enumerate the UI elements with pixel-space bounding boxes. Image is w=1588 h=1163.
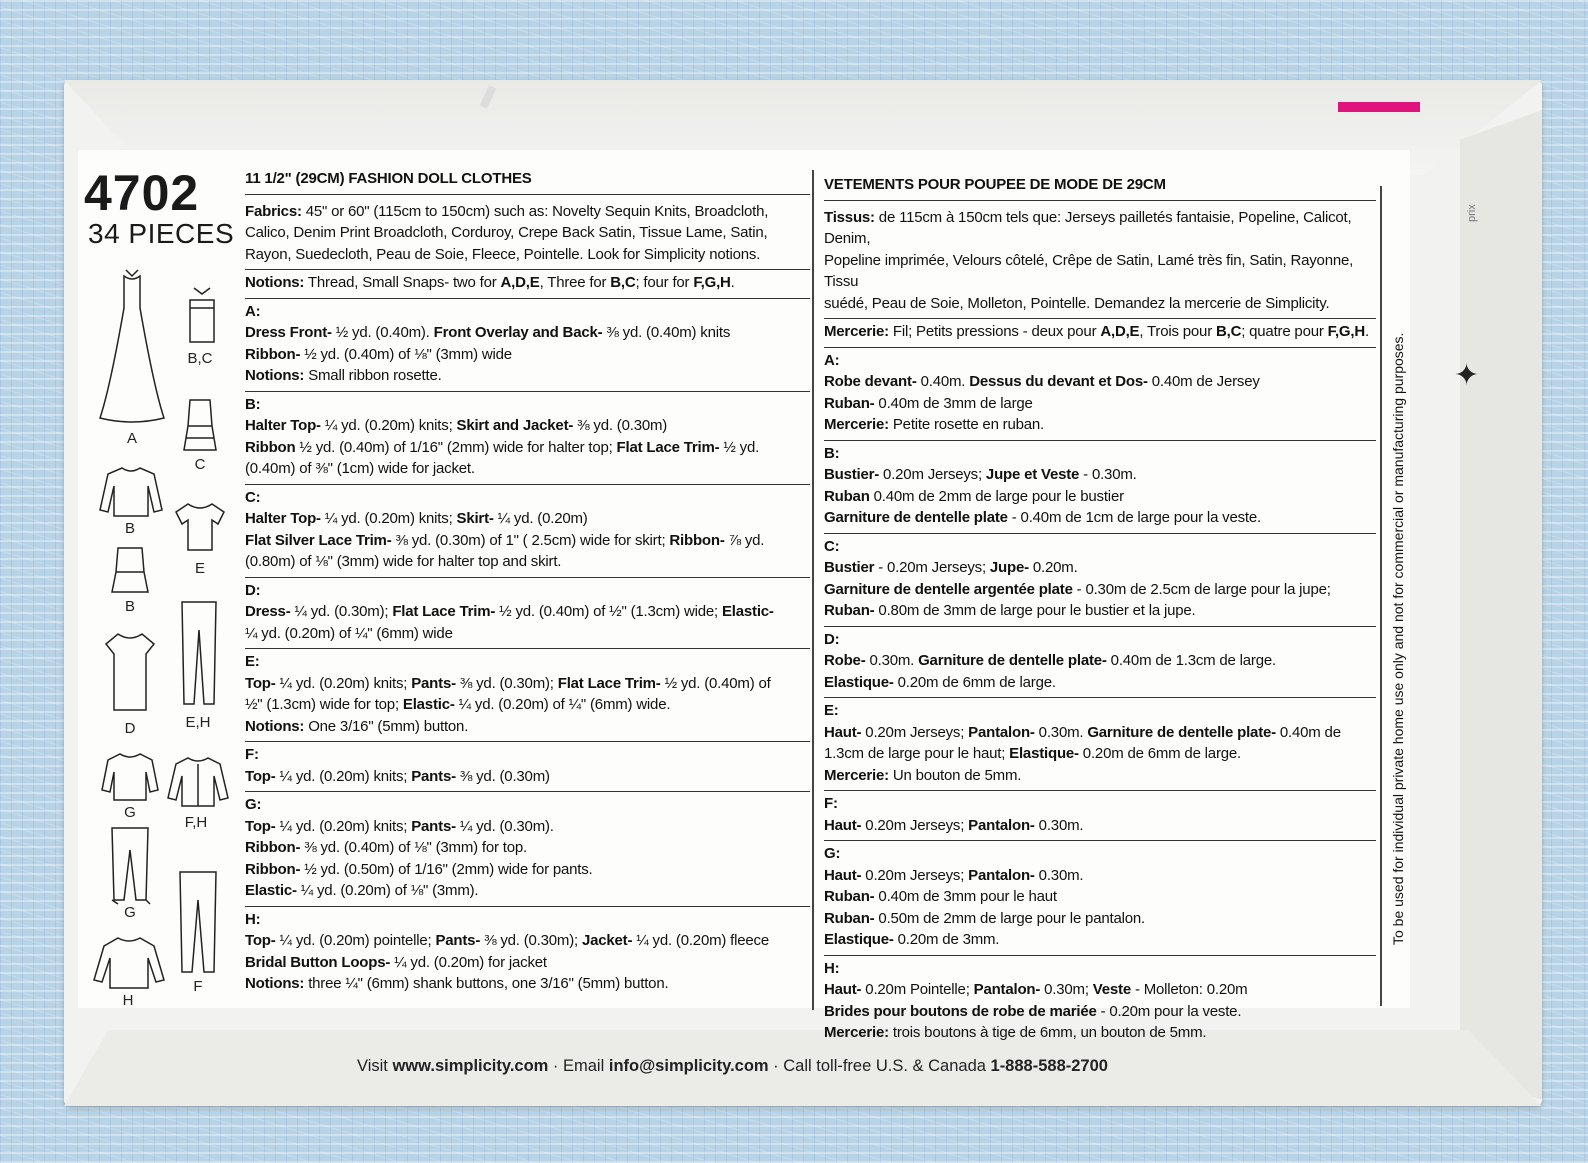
requirement-line (245, 508, 810, 530)
view-section (245, 907, 810, 999)
fabrics-text: Popeline imprimée, Velours côtelé, Crêpe de Satin, Lamé très fin, Satin, Rayonne, Tissu (824, 251, 1354, 290)
requirement-label: Jupe et Veste (985, 466, 1080, 483)
view-label-d: D (124, 720, 136, 737)
requirement-label: Top- (245, 767, 276, 785)
sketch-bc-halter (182, 286, 222, 346)
requirement-label: Dessus du devant et Dos- (969, 373, 1148, 390)
requirement-label: Ribbon (245, 438, 296, 456)
fabrics-text: 45" or 60" (115cm to 150cm) such as: Novelty Sequin Knits, Broadcloth, (301, 202, 769, 220)
website-link[interactable]: www.simplicity.com (392, 1057, 549, 1075)
requirement-label: Bustier- (824, 466, 880, 483)
view-label-g2: G (124, 904, 136, 921)
requirement-label: Ribbon- (245, 345, 301, 363)
requirement-line (245, 437, 810, 459)
english-column (245, 168, 810, 999)
notions-line (245, 272, 810, 294)
view-letter: G: (824, 845, 841, 862)
requirement-label: Top- (245, 817, 276, 835)
requirement-label: Haut- (824, 981, 862, 998)
requirement-line (245, 344, 810, 366)
view-letter: F: (245, 746, 259, 763)
requirement-text: - Molleton: 0.20m (1130, 981, 1248, 998)
requirement-text: Un bouton de 5mm. (888, 766, 1022, 784)
requirement-label: Haut- (824, 816, 862, 834)
notions-line (824, 321, 1376, 343)
sketch-c-skirt (180, 398, 220, 454)
requirement-line (245, 880, 810, 902)
view-label-fh: F,H (184, 814, 208, 831)
requirement-label: Garniture de dentelle plate- (1087, 723, 1276, 741)
phone-number: 1-888-588-2700 (990, 1057, 1108, 1075)
requirement-line (245, 930, 810, 952)
requirement-line (245, 859, 810, 881)
requirement-label: Skirt and Jacket- (456, 417, 574, 434)
requirement-line (824, 1022, 1376, 1044)
usage-disclaimer: To be used for individual private home use only and not for commercial or manufacturing purposes. (1390, 332, 1406, 945)
requirement-line (245, 365, 810, 387)
view-letter: C: (824, 537, 840, 555)
requirement-line (824, 1001, 1376, 1023)
requirement-line (245, 415, 810, 437)
fabrics-line (245, 201, 810, 223)
requirement-label: Haut- (824, 723, 862, 741)
notions-block (824, 319, 1376, 348)
footer-sep2: · Call toll-free U.S. & Canada (768, 1057, 991, 1075)
requirement-text: ¼ yd. (0.30m); (290, 603, 393, 620)
requirement-line (824, 908, 1376, 930)
view-label-b1: B (124, 520, 135, 537)
requirement-label: Ruban (824, 487, 870, 505)
requirement-label: Notions: (245, 975, 305, 992)
notions-text: Thread, Small Snaps- two for (304, 274, 501, 291)
requirement-label: Ruban- (824, 394, 875, 412)
requirement-label: Halter Top- (245, 417, 321, 434)
requirement-label: Jupe- (989, 559, 1029, 576)
view-letter: A: (824, 351, 840, 369)
requirement-text: 0.40m de 2mm de large pour le bustier (869, 487, 1124, 505)
view-section (245, 742, 810, 792)
requirement-text: 0.30m; (1040, 981, 1093, 998)
requirement-text: 0.30m. (1034, 816, 1084, 834)
requirement-text: ⅜ yd. (0.30m) of 1" ( 2.5cm) wide for skirt; (391, 531, 670, 549)
requirement-line (824, 743, 1376, 765)
requirement-label: Mercerie: (824, 1024, 889, 1041)
requirement-text: ¼ yd. (0.20m) of ⅛" (3mm). (296, 882, 479, 899)
requirement-line (245, 623, 810, 645)
view-label-c: C (194, 456, 206, 473)
notions-t4: . (730, 274, 735, 291)
requirement-label: Elastique- (824, 673, 894, 691)
notions-b3: F,G,H (693, 274, 731, 291)
requirement-text: 0.20m Jerseys; (861, 723, 969, 741)
view-section (824, 698, 1376, 791)
notions-bold: Mercerie: (824, 323, 889, 340)
requirement-text: ¼ yd. (0.20m) pointelle; (275, 932, 436, 949)
prix-label: prix (1466, 204, 1478, 222)
requirement-text: - 0.30m de 2.5cm de large pour la jupe; (1072, 580, 1331, 598)
requirement-label: Halter Top- (245, 510, 321, 527)
requirement-line (245, 458, 810, 480)
view-section (245, 299, 810, 392)
requirement-text: ¼ yd. (0.20m) for jacket (390, 953, 547, 971)
requirement-label: Elastic- (721, 603, 774, 620)
requirement-label: Flat Lace Trim- (392, 603, 496, 620)
view-letter: G: (245, 796, 262, 813)
requirement-line (824, 464, 1376, 486)
requirement-text: ¼ yd. (0.30m). (455, 817, 554, 835)
requirement-text: ¼ yd. (0.20m) knits; (275, 767, 412, 785)
notions-b2: B,C (610, 274, 636, 291)
requirement-label: Jacket- (581, 932, 633, 949)
requirement-label: Garniture de dentelle plate (824, 509, 1008, 526)
requirement-text: 0.30m. (1034, 866, 1084, 884)
view-label-e: E (194, 560, 205, 577)
requirement-line (824, 815, 1376, 837)
requirement-label: Flat Silver Lace Trim- (245, 531, 392, 549)
view-label-h: H (122, 992, 134, 1009)
view-section (824, 791, 1376, 841)
sketch-e-top (172, 500, 228, 556)
requirement-text: trois boutons à tige de 6mm, un bouton de 5mm. (888, 1024, 1207, 1041)
requirement-text: ½" (1.3cm) wide for top; (245, 696, 403, 713)
requirement-label: Dress Front- (245, 324, 332, 341)
requirement-label: Pants- (435, 932, 481, 949)
view-section (245, 649, 810, 742)
sketch-a-gown (96, 268, 168, 428)
fabrics-line (245, 222, 810, 244)
requirement-label: Ruban- (824, 888, 875, 905)
view-section (824, 441, 1376, 534)
notions-t2: , Three for (539, 274, 611, 291)
requirement-text: ½ yd. (719, 438, 760, 456)
requirement-text: ¼ yd. (0.20m) knits; (275, 674, 412, 692)
sketch-f-pants (174, 870, 222, 976)
requirement-line (245, 530, 810, 552)
star-icon: ✦ (1454, 359, 1480, 392)
requirement-line (824, 393, 1376, 415)
requirement-text: 0.20m Jerseys; (879, 466, 986, 483)
view-letter: H: (245, 910, 261, 928)
view-label-g1: G (124, 804, 136, 821)
view-label-eh: E,H (185, 714, 211, 731)
requirement-text: ¼ yd. (0.20m) fleece (632, 932, 769, 949)
requirement-text: One 3/16" (5mm) button. (304, 717, 469, 735)
requirement-text: - 0.40m de 1cm de large pour la veste. (1007, 509, 1261, 526)
requirement-line (824, 765, 1376, 787)
requirement-label: Mercerie: (824, 766, 889, 784)
requirement-label: Robe- (824, 652, 866, 669)
view-letter: H: (824, 959, 840, 977)
pattern-number: 4702 (84, 165, 200, 221)
requirement-line (824, 557, 1376, 579)
requirement-text: 0.40m de 1.3cm de large. (1106, 652, 1276, 669)
requirement-text: 0.80m de 3mm de large pour le bustier et la jupe. (874, 602, 1196, 619)
view-letter: B: (824, 444, 840, 462)
requirement-text: ½ yd. (0.40m) of ⅛" (3mm) wide (300, 345, 512, 363)
view-label-f: F (193, 978, 203, 995)
requirement-text: 0.30m. (1034, 723, 1088, 741)
requirement-label: Elastique- (824, 931, 894, 948)
requirement-text: Petite rosette en ruban. (888, 416, 1045, 433)
french-title: VETEMENTS POUR POUPEE DE MODE DE 29CM (824, 174, 1376, 201)
requirement-text: ⅜ yd. (0.30m); (480, 932, 582, 949)
fabrics-text: suédé, Peau de Soie, Molleton, Pointelle. Demandez la mercerie de Simplicity. (824, 294, 1330, 312)
requirement-text: ⅞ yd. (724, 531, 765, 549)
requirement-line (245, 837, 810, 859)
sketch-g-pants (106, 826, 154, 908)
requirement-label: Elastique- (1009, 745, 1079, 762)
requirement-label: Pantalon- (968, 866, 1035, 884)
pink-tab (1338, 102, 1420, 112)
sketch-g-top (100, 750, 160, 804)
requirement-text: 0.50m de 2mm de large pour le pantalon. (874, 909, 1145, 927)
requirement-line (824, 371, 1376, 393)
view-label-bc: B,C (187, 350, 213, 367)
requirement-label: Elastic- (245, 882, 297, 899)
requirement-text: ⅜ yd. (0.30m); (455, 674, 558, 692)
requirement-text: (0.40m) of ⅜" (1cm) wide for jacket. (245, 460, 475, 477)
french-column (824, 174, 1376, 1048)
view-section (824, 348, 1376, 441)
sketch-b-jacket (98, 464, 164, 520)
requirement-label: Pantalon- (973, 981, 1041, 998)
requirement-line (824, 600, 1376, 622)
requirement-label: Pantalon- (968, 723, 1035, 741)
requirement-label: Notions: (245, 367, 305, 384)
view-section (824, 534, 1376, 627)
footer-contact (357, 1057, 1108, 1076)
requirement-line (245, 716, 810, 738)
requirement-text: - 0.20m Jerseys; (874, 559, 990, 576)
requirement-line (245, 952, 810, 974)
requirement-text: ⅜ yd. (0.40m) knits (602, 324, 731, 341)
requirement-line (245, 816, 810, 838)
requirement-text: ⅜ yd. (0.30m) (455, 767, 550, 785)
requirement-label: Pantalon- (968, 816, 1035, 834)
fabrics-line (824, 293, 1376, 315)
view-section (245, 392, 810, 485)
requirement-line (245, 766, 810, 788)
view-letter: E: (245, 653, 260, 670)
requirement-label: Bridal Button Loops- (245, 953, 391, 971)
requirement-label: Skirt- (456, 510, 494, 527)
requirement-label: Top- (245, 932, 276, 949)
requirement-text: 0.20m Jerseys; (861, 816, 969, 834)
requirement-text: - 0.20m pour la veste. (1096, 1002, 1242, 1020)
notions-b1: A,D,E (1100, 323, 1140, 340)
view-letter: D: (245, 581, 261, 599)
requirement-text: 0.20m de 6mm de large. (1078, 745, 1241, 762)
requirement-text: ¼ yd. (0.20m) of ¼" (6mm) wide (245, 624, 453, 642)
requirement-text: Small ribbon rosette. (304, 367, 442, 384)
requirement-line (245, 973, 810, 995)
requirement-text: ⅜ yd. (0.40m) of ⅛" (3mm) for top. (300, 839, 527, 856)
requirement-line (245, 694, 810, 716)
requirement-line (824, 650, 1376, 672)
view-label-b2: B (124, 598, 135, 615)
requirement-text: 0.20m Jerseys; (861, 866, 969, 884)
requirement-label: Ruban- (824, 909, 875, 927)
requirement-label: Notions: (245, 717, 305, 735)
requirement-label: Bustier (824, 559, 875, 576)
requirement-label: Ruban- (824, 602, 875, 619)
requirement-text: 0.20m. (1028, 559, 1078, 576)
requirement-text: 0.30m. (865, 652, 919, 669)
requirement-text: 0.20m de 6mm de large. (893, 673, 1056, 691)
view-section (245, 485, 810, 578)
column-divider (812, 170, 814, 1010)
fabrics-label: Tissus: (824, 208, 875, 226)
requirement-label: Ribbon- (245, 860, 301, 878)
email-link[interactable]: info@simplicity.com (608, 1057, 769, 1075)
requirement-text: (0.80m) of ⅛" (3mm) wide for halter top and skirt. (245, 553, 562, 570)
requirement-line (824, 722, 1376, 744)
sketch-h-top (92, 934, 166, 992)
fabrics-line (824, 250, 1376, 293)
requirement-label: Pants- (411, 767, 456, 785)
requirement-label: Garniture de dentelle plate- (918, 652, 1107, 669)
fabrics-line (824, 207, 1376, 250)
notions-t3: ; quatre pour (1241, 323, 1328, 340)
view-letter: D: (824, 630, 840, 648)
notions-block (245, 270, 810, 299)
requirement-text: ½ yd. (0.40m) of 1/16" (2mm) wide for halter top; (295, 438, 617, 456)
requirement-label: Robe devant- (824, 373, 917, 390)
footer-sep1: · Email (548, 1057, 609, 1075)
english-title: 11 1/2" (29CM) FASHION DOLL CLOTHES (245, 168, 810, 195)
view-letter: C: (245, 488, 261, 506)
requirement-line (245, 673, 810, 695)
right-divider (1380, 186, 1382, 1006)
requirement-text: 1.3cm de large pour le haut; (824, 745, 1010, 762)
requirement-line (824, 979, 1376, 1001)
requirement-line (824, 865, 1376, 887)
requirement-text: 0.40m de (1275, 723, 1341, 741)
fabrics-block (245, 199, 810, 271)
requirement-label: Mercerie: (824, 416, 889, 433)
fabrics-block (824, 205, 1376, 320)
fabrics-text: de 115cm à 150cm tels que: Jerseys pailletés fantaisie, Popeline, Calicot, Denim, (824, 208, 1352, 247)
requirement-label: Ribbon- (245, 839, 301, 856)
requirement-text: ¼ yd. (0.20m) knits; (320, 510, 457, 527)
requirement-line (824, 486, 1376, 508)
requirement-label: Front Overlay and Back- (433, 324, 603, 341)
sketch-eh-pants (176, 600, 222, 708)
requirement-line (824, 507, 1376, 529)
footer-visit: Visit (357, 1057, 393, 1075)
notions-bold: Notions: (245, 274, 305, 291)
requirement-text: ¼ yd. (0.20m) knits; (275, 817, 412, 835)
requirement-label: Brides pour boutons de robe de mariée (824, 1002, 1097, 1020)
view-letter: B: (245, 395, 261, 413)
view-letter: F: (824, 795, 838, 812)
notions-b2: B,C (1215, 323, 1242, 340)
requirement-text: 0.40m. (916, 373, 970, 390)
view-label-a: A (126, 430, 137, 447)
requirement-line (824, 886, 1376, 908)
view-section (824, 627, 1376, 699)
requirement-text: three ¼" (6mm) shank buttons, one 3/16" (5mm) button. (304, 975, 669, 992)
requirement-label: Pants- (411, 817, 456, 835)
notions-b1: A,D,E (500, 274, 540, 291)
fabrics-text: Calico, Denim Print Broadcloth, Corduroy, Crepe Back Satin, Tissue Lame, Satin, (245, 224, 768, 241)
requirement-text: ¼ yd. (0.20m) (493, 510, 588, 527)
envelope-right-flap (1460, 110, 1542, 1100)
requirement-label: Top- (245, 674, 276, 692)
notions-t2: , Trois pour (1139, 323, 1216, 340)
sketch-fh-jacket (166, 754, 230, 810)
requirement-text: ½ yd. (0.40m) of ½" (1.3cm) wide; (495, 603, 722, 620)
requirement-text: ½ yd. (0.40m). (331, 324, 434, 341)
notions-t3: ; four for (635, 274, 694, 291)
requirement-text: ½ yd. (0.50m) of 1/16" (2mm) wide for pants. (300, 860, 593, 878)
requirement-label: Dress- (245, 603, 291, 620)
requirement-text: 0.40m de Jersey (1147, 373, 1260, 390)
sketch-b-skirt (108, 546, 152, 596)
fabrics-text: Rayon, Suedecloth, Peau de Soie, Fleece, Pointelle. Look for Simplicity notions. (245, 245, 761, 263)
requirement-line (824, 579, 1376, 601)
requirement-label: Ribbon- (669, 531, 725, 549)
requirement-line (245, 601, 810, 623)
notions-text: Fil; Petits pressions - deux pour (888, 323, 1101, 340)
view-section (245, 578, 810, 650)
view-section (824, 956, 1376, 1048)
requirement-line (245, 551, 810, 573)
requirement-text: ⅜ yd. (0.30m) (573, 417, 668, 434)
requirement-label: Haut- (824, 866, 862, 884)
requirement-label: Veste (1092, 981, 1131, 998)
requirement-text: 0.20m Pointelle; (861, 981, 974, 998)
sketch-d-dress (102, 630, 158, 714)
view-section (245, 792, 810, 907)
requirement-text: ¼ yd. (0.20m) of ¼" (6mm) wide. (454, 696, 671, 713)
requirement-line (824, 672, 1376, 694)
requirement-text: 0.40m de 3mm pour le haut (874, 888, 1057, 905)
requirement-label: Garniture de dentelle argentée plate (824, 580, 1073, 598)
requirement-text: 0.20m de 3mm. (893, 931, 1000, 948)
fabrics-label: Fabrics: (245, 202, 302, 220)
requirement-line (245, 322, 810, 344)
requirement-text: - 0.30m. (1079, 466, 1137, 483)
requirement-label: Flat Lace Trim- (557, 674, 661, 692)
view-section (824, 841, 1376, 956)
view-letter: E: (824, 702, 839, 719)
requirement-text: ½ yd. (0.40m) of (660, 674, 771, 692)
view-letter: A: (245, 302, 261, 320)
requirement-label: Flat Lace Trim- (616, 438, 720, 456)
notions-b3: F,G,H (1327, 323, 1365, 340)
requirement-label: Pants- (411, 674, 456, 692)
requirement-line (824, 929, 1376, 951)
pieces-count: 34 PIECES (88, 218, 235, 249)
requirement-text: ¼ yd. (0.20m) knits; (320, 417, 457, 434)
requirement-line (824, 414, 1376, 436)
notions-t4: . (1364, 323, 1369, 340)
fabrics-line (245, 244, 810, 266)
requirement-label: Elastic- (402, 696, 455, 713)
requirement-text: 0.40m de 3mm de large (874, 394, 1033, 412)
